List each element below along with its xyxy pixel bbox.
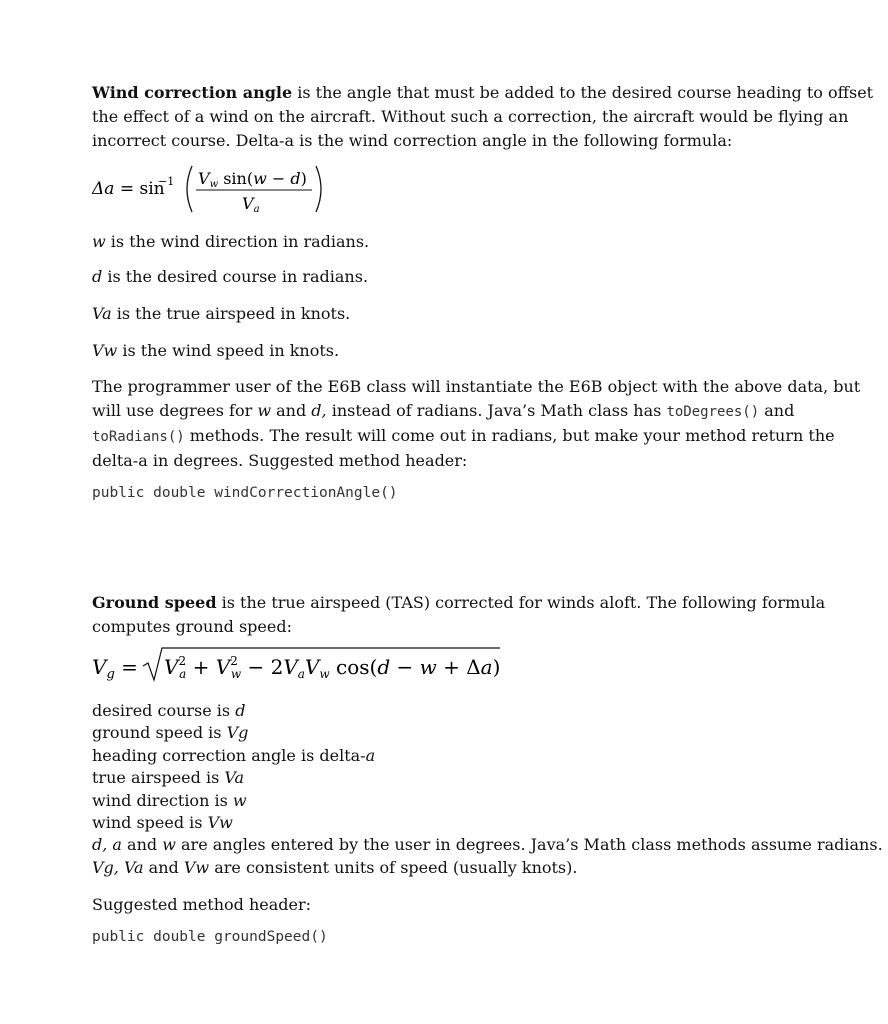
wca-term: Wind correction angle [92,83,293,102]
gs-def-w: wind direction is w [92,790,247,810]
gs-formula-svg [92,642,512,686]
gs-note-speeds: Vg, Va and Vw are consistent units of speed (usually knots). [92,857,578,877]
gs-def-va: true airspeed is Va [92,768,244,788]
wca-formula-lhs: Δa = sin [92,179,165,199]
gs-intro: Ground speed is the true airspeed (TAS) corrected for winds aloft. The following formula computes ground speed: [92,593,826,636]
gs-note-angles: d, a and w are angles entered by the user in degrees. Java’s Math class methods assume radians. [92,835,883,855]
gs-suggest: Suggested method header: [92,895,312,914]
gs-method-header: public double groundSpeed() [92,929,328,945]
wca-method-header: public double windCorrectionAngle() [92,485,398,501]
gs-def-vw: wind speed is Vw [92,813,233,833]
wca-formula-svg [92,160,352,218]
gs-definitions [92,700,883,879]
wca-instructions: The programmer user of the E6B class will instantiate the E6B object with the above data, but will use degrees for w and d, instead of radians. Java’s Math class has toDegrees() and toRadians() methods. The result will come out in radians, but make your method return the delta-a in degrees. Suggested method header: [92,377,861,470]
gs-def-a: heading correction angle is delta-a [92,745,376,765]
gs-term: Ground speed [92,593,217,612]
wca-def-d: d is the desired course in radians. [92,267,369,286]
wca-formula-numerator: Vw sin(w − d) [198,169,307,190]
gs-formula-radicand: $V^2$ $a + V^2$ $w - 2V_aV_w$ cos(d − w + Δa) [164,654,501,681]
wca-intro: Wind correction angle is the angle that must be added to the desired course heading to offset the effect of a wind on the aircraft. Without such a correction, the aircraft would be flying an incorrect course. Delta-a is the wind correction angle in the following formula: [92,83,874,150]
wca-def-w: w is the wind direction in radians. [92,232,370,251]
gs-formula-lhs: $V_g$ = [92,655,138,682]
gs-formula [92,642,512,690]
gs-def-d: desired course is d [92,701,246,720]
wca-formula-denominator: Va [242,194,260,215]
left-paren [187,166,192,212]
gs-def-vg: ground speed is Vg [92,723,249,743]
right-paren [316,166,321,212]
wca-formula-exponent: −1 [158,175,175,188]
wca-def-va: Va is the true airspeed in knots. [92,304,351,323]
todegrees-code: toDegrees() [666,404,760,420]
wca-formula [92,160,352,222]
wca-def-vw: Vw is the wind speed in knots. [92,341,340,360]
toradians-code: toRadians() [92,429,185,445]
